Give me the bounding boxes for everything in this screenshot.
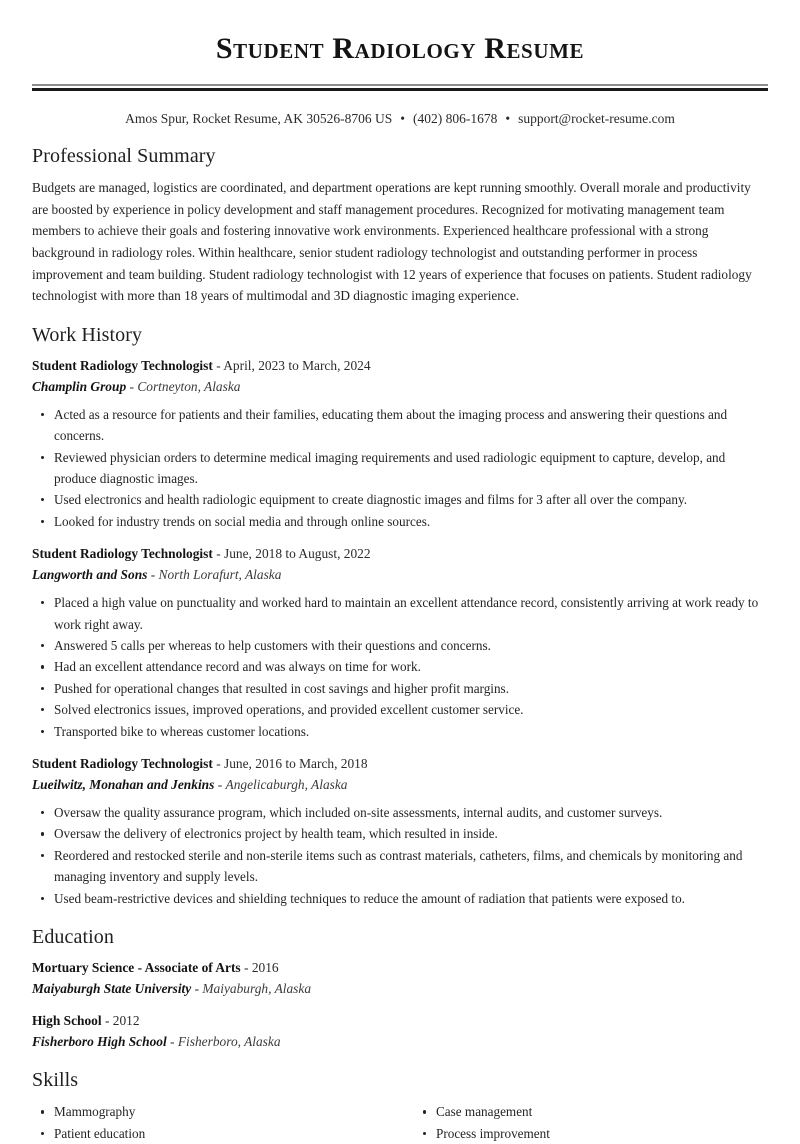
job-title: Student Radiology Technologist	[32, 755, 213, 771]
education-entry	[32, 958, 768, 999]
job-org-dash: -	[217, 777, 223, 792]
job-bullet: Used beam-restrictive devices and shielding techniques to reduce the amount of radiation that patients were exposed to.	[32, 888, 768, 909]
education-institution-line	[32, 1032, 768, 1052]
section-work-history	[32, 323, 768, 909]
section-skills	[32, 1068, 768, 1144]
job-location: Cortneyton, Alaska	[137, 378, 241, 394]
job-organization: Lueilwitz, Monahan and Jenkins	[32, 777, 215, 792]
education-institution: Maiyaburgh State University	[32, 981, 192, 997]
work-entry-org-line	[32, 377, 768, 397]
education-year: 2012	[112, 1013, 140, 1029]
job-dash: -	[216, 546, 221, 562]
education-degree-line	[32, 958, 768, 978]
job-org-dash: -	[150, 567, 156, 583]
job-bullet: Oversaw the delivery of electronics project by health team, which resulted in inside.	[32, 823, 768, 844]
summary-text: Budgets are managed, logistics are coordinated, and department operations are kept running smoothly. Overall morale and productivity are boosted by experience in policy development and staff management procedures. Recognized for motivating management team members to achieve their goals and fostering innovative work environments. Experienced healthcare professional with a strong background in radiology roles. Within healthcare, senior student radiology technologist and outstanding performer in process improvement and team building. Student radiology technologist with 12 years of experience that focuses on patients. Student radiology technologist with more than 18 years of multimodal and 3D diagnostic imaging experience.	[32, 180, 752, 304]
job-dash: -	[216, 357, 221, 373]
education-institution-dash: -	[170, 1034, 175, 1050]
skill-item: Patient education	[32, 1123, 400, 1144]
education-institution-line	[32, 979, 768, 999]
contact-line	[32, 110, 768, 129]
job-bullet: Looked for industry trends on social media and through online sources.	[32, 511, 768, 532]
job-bullet-list	[32, 592, 768, 742]
job-title: Student Radiology Technologist	[32, 357, 213, 373]
skills-list-left	[32, 1101, 400, 1144]
skill-item: Case management	[414, 1101, 768, 1122]
skill-item: Mammography	[32, 1101, 400, 1122]
job-bullet: Answered 5 calls per whereas to help customers with their questions and concerns.	[32, 635, 768, 656]
job-bullet-list	[32, 802, 768, 909]
skills-columns	[32, 1101, 768, 1144]
contact-phone[interactable]: (402) 806-1678	[413, 110, 498, 126]
education-degree: High School	[32, 1013, 102, 1029]
section-heading-work-history: Work History	[32, 323, 143, 346]
job-bullet: Transported bike to whereas customer locations.	[32, 721, 768, 742]
header-divider	[32, 84, 768, 91]
contact-separator-2: •	[505, 110, 511, 126]
education-institution: Fisherboro High School	[32, 1034, 167, 1050]
education-degree: Mortuary Science - Associate of Arts	[32, 959, 241, 975]
work-entry-title-line	[32, 356, 768, 376]
section-education	[32, 925, 768, 1052]
job-bullet: Placed a high value on punctuality and worked hard to maintain an excellent attendance record, consistently arriving at work ready to work right away.	[32, 592, 768, 635]
education-dash: -	[104, 1013, 110, 1029]
job-bullet: Oversaw the quality assurance program, which included on-site assessments, internal audits, and customer surveys.	[32, 802, 768, 823]
education-entry	[32, 1011, 768, 1052]
skills-column-left	[32, 1101, 400, 1144]
work-entry-org-line	[32, 775, 768, 795]
job-bullet: Acted as a resource for patients and their families, educating them about the imaging process and answering their questions and concerns.	[32, 404, 768, 447]
education-year: 2016	[251, 959, 279, 975]
job-bullet-list	[32, 404, 768, 532]
skills-list-right	[414, 1101, 768, 1144]
education-institution-dash: -	[194, 981, 200, 997]
work-entry-title-line	[32, 754, 768, 774]
job-dash: -	[216, 755, 221, 771]
section-heading-education: Education	[32, 925, 114, 948]
education-location: Fisherboro, Alaska	[177, 1034, 281, 1050]
job-title: Student Radiology Technologist	[32, 546, 213, 562]
work-entry-title-line	[32, 544, 768, 564]
work-entry	[32, 754, 768, 909]
job-dates: June, 2018 to August, 2022	[224, 546, 371, 562]
page-title: Student Radiology Resume	[215, 32, 585, 65]
contact-separator-1: •	[400, 110, 406, 126]
section-heading-summary: Professional Summary	[32, 145, 216, 168]
job-org-dash: -	[129, 378, 134, 394]
job-organization: Champlin Group	[32, 378, 127, 394]
education-dash: -	[243, 959, 249, 975]
job-organization: Langworth and Sons	[32, 567, 148, 583]
job-bullet: Solved electronics issues, improved operations, and provided excellent customer service.	[32, 699, 768, 720]
education-location: Maiyaburgh, Alaska	[202, 981, 312, 997]
education-degree-line	[32, 1011, 768, 1031]
work-entry-org-line	[32, 565, 768, 585]
job-bullet: Used electronics and health radiologic equipment to create diagnostic images and films for 3 after all over the company.	[32, 489, 768, 510]
job-bullet: Reordered and restocked sterile and non-sterile items such as contrast materials, catheters, films, and chemicals by monitoring and managing inventory and supply levels.	[32, 845, 768, 888]
skills-column-right	[400, 1101, 768, 1144]
skill-item: Process improvement	[414, 1123, 768, 1144]
divider-thick-line	[32, 88, 768, 91]
work-entry	[32, 544, 768, 742]
job-bullet: Pushed for operational changes that resulted in cost savings and higher profit margins.	[32, 678, 768, 699]
job-dates: June, 2016 to March, 2018	[224, 755, 368, 771]
job-location: North Lorafurt, Alaska	[158, 567, 282, 583]
work-entry	[32, 356, 768, 532]
job-bullet: Had an excellent attendance record and was always on time for work.	[32, 656, 768, 677]
job-bullet: Reviewed physician orders to determine medical imaging requirements and used radiologic equipment to capture, develop, and produce diagnostic images.	[32, 447, 768, 490]
job-dates: April, 2023 to March, 2024	[223, 357, 371, 373]
section-heading-skills: Skills	[32, 1069, 79, 1092]
contact-email[interactable]: support@rocket-resume.com	[518, 110, 675, 126]
section-professional-summary	[32, 144, 768, 306]
job-location: Angelicaburgh, Alaska	[225, 777, 348, 792]
contact-address: Amos Spur, Rocket Resume, AK 30526-8706 US	[125, 110, 393, 126]
